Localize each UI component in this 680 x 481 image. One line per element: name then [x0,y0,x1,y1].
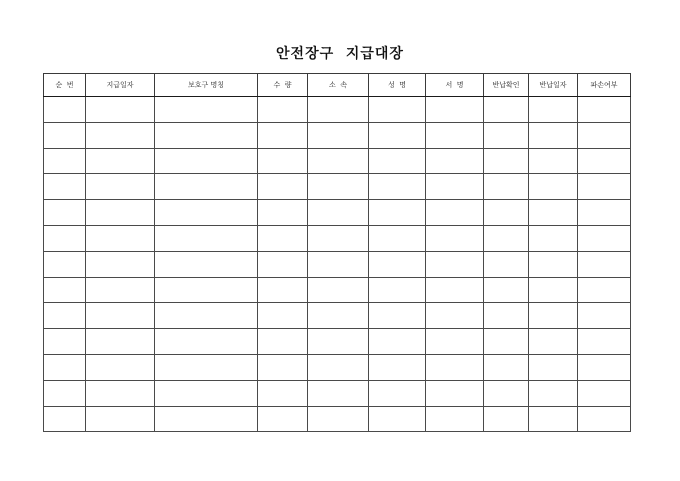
table-cell [426,277,484,303]
table-cell [308,97,369,123]
table-cell [484,406,529,432]
table-cell [578,354,631,380]
table-cell [308,251,369,277]
table-cell [258,174,308,200]
table-row [44,303,631,329]
table-row [44,406,631,432]
table-cell [578,380,631,406]
table-cell [86,225,155,251]
table-cell [44,122,86,148]
table-cell [44,354,86,380]
table-cell [308,148,369,174]
table-cell [86,174,155,200]
table-cell [578,277,631,303]
table-cell [155,148,258,174]
table-cell [484,277,529,303]
table-row [44,97,631,123]
table-cell [484,174,529,200]
table-cell [308,122,369,148]
table-cell [258,225,308,251]
table-cell [578,122,631,148]
table-cell [529,97,578,123]
table-cell [86,122,155,148]
table-cell [258,406,308,432]
table-cell [44,329,86,355]
table-cell [155,277,258,303]
table-cell [484,380,529,406]
table-cell [484,329,529,355]
table-cell [484,200,529,226]
table-cell [86,380,155,406]
table-cell [86,354,155,380]
table-cell [369,97,426,123]
table-cell [369,380,426,406]
table-cell [484,303,529,329]
table-cell [578,225,631,251]
table-cell [86,251,155,277]
table-cell [426,122,484,148]
table-cell [426,380,484,406]
table-cell [155,225,258,251]
table-cell [369,200,426,226]
table-cell [155,200,258,226]
table-row [44,148,631,174]
table-cell [308,380,369,406]
table-cell [426,225,484,251]
table-cell [258,380,308,406]
table-cell [369,225,426,251]
table-cell [86,303,155,329]
table-row [44,380,631,406]
table-row [44,200,631,226]
column-header-damage-status: 파손여부 [578,74,631,97]
table-row [44,251,631,277]
table-cell [529,277,578,303]
column-header-issue-date: 지급일자 [86,74,155,97]
table-cell [155,303,258,329]
table-cell [44,406,86,432]
table-cell [86,148,155,174]
table-cell [258,251,308,277]
table-cell [426,200,484,226]
table-row [44,277,631,303]
table-cell [155,406,258,432]
table-cell [308,406,369,432]
table-cell [484,148,529,174]
table-cell [44,174,86,200]
column-header-name: 성 명 [369,74,426,97]
table-cell [369,148,426,174]
table-cell [308,277,369,303]
table-cell [426,303,484,329]
table-cell [86,329,155,355]
table-cell [529,380,578,406]
table-cell [484,251,529,277]
table-cell [258,97,308,123]
table-cell [369,329,426,355]
table-cell [155,174,258,200]
table-cell [369,354,426,380]
safety-equipment-issue-register [43,73,631,432]
table-cell [44,200,86,226]
column-header-return-confirmation: 반납확인 [484,74,529,97]
column-header-signature: 서 명 [426,74,484,97]
table-cell [86,406,155,432]
table-cell [155,354,258,380]
table-cell [578,251,631,277]
table-cell [529,225,578,251]
table-cell [44,225,86,251]
table-cell [86,97,155,123]
table-cell [258,303,308,329]
table-cell [578,174,631,200]
table-cell [155,329,258,355]
table-cell [258,354,308,380]
table-cell [578,406,631,432]
table-cell [529,303,578,329]
table-cell [529,200,578,226]
table-cell [578,200,631,226]
column-header-quantity: 수 량 [258,74,308,97]
table-cell [258,329,308,355]
table-cell [258,277,308,303]
table-cell [426,174,484,200]
table-cell [258,200,308,226]
table-cell [578,303,631,329]
table-cell [529,148,578,174]
table-cell [578,148,631,174]
table-cell [155,122,258,148]
table-cell [258,122,308,148]
table-cell [426,97,484,123]
table-cell [369,174,426,200]
table-body [44,97,631,432]
table-cell [484,122,529,148]
table-cell [426,251,484,277]
table-cell [308,303,369,329]
table-cell [155,380,258,406]
table-cell [258,148,308,174]
table-cell [308,174,369,200]
table-cell [44,277,86,303]
table-row [44,329,631,355]
table-row [44,225,631,251]
table-cell [578,97,631,123]
table-cell [308,200,369,226]
table-cell [44,97,86,123]
table-cell [484,354,529,380]
table-cell [529,122,578,148]
table-header-row [44,74,631,97]
table-cell [308,329,369,355]
table-row [44,354,631,380]
table-cell [155,251,258,277]
table-cell [369,122,426,148]
column-header-number: 순 번 [44,74,86,97]
table-cell [86,200,155,226]
table-row [44,122,631,148]
table-cell [529,174,578,200]
table-cell [369,251,426,277]
table-cell [155,97,258,123]
column-header-equipment-name: 보호구 명칭 [155,74,258,97]
table-cell [426,329,484,355]
table-cell [44,148,86,174]
table-cell [369,406,426,432]
column-header-return-date: 반납일자 [529,74,578,97]
table-cell [529,406,578,432]
table-cell [529,251,578,277]
table-cell [484,97,529,123]
column-header-department: 소 속 [308,74,369,97]
table-row [44,174,631,200]
table-cell [369,277,426,303]
page-title: 안전장구 지급대장 [276,46,404,62]
table-cell [369,303,426,329]
table-cell [308,225,369,251]
table-cell [529,354,578,380]
table-cell [308,354,369,380]
table-cell [426,406,484,432]
table-cell [484,225,529,251]
table-cell [44,303,86,329]
table-cell [578,329,631,355]
table-cell [426,148,484,174]
table-cell [426,354,484,380]
table-cell [44,251,86,277]
table-cell [86,277,155,303]
table-cell [44,380,86,406]
table-cell [529,329,578,355]
